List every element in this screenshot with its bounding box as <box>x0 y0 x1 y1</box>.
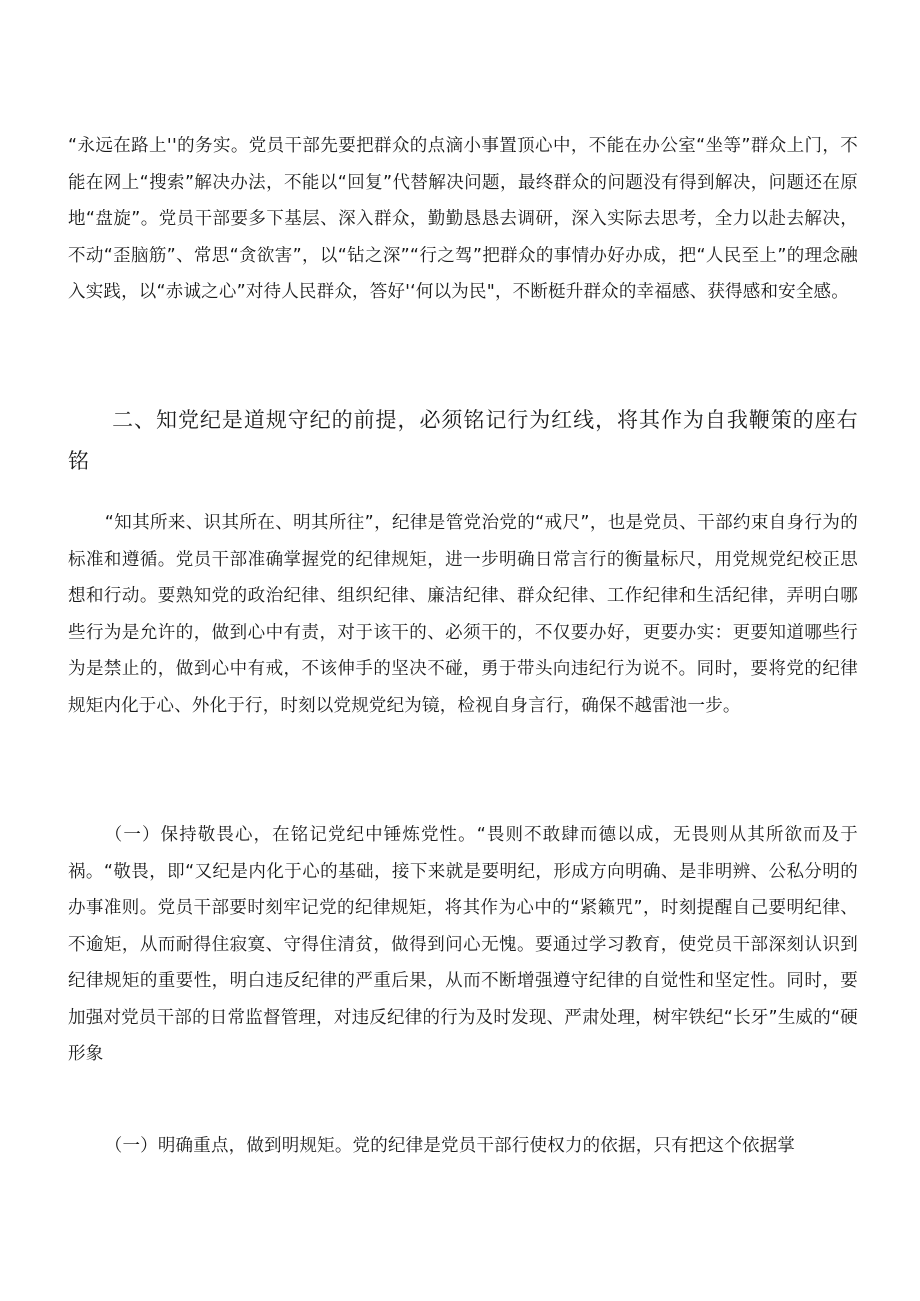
paragraph-subsection-2: （一）明确重点，做到明规矩。党的纪律是党员干部行使权力的依据，只有把这个依据掌 <box>104 1136 796 1156</box>
paragraph-body-2: “知其所来、识其所在、明其所往”，纪律是管党治党的“戒尺”，也是党员、干部约束自身行为的标准和遵循。党员干部准确掌握党的纪律规矩，进一步明确日常言行的衡量标尺，用党规党纪校正思想和行动。要熟知党的政治纪律、组织纪律、廉洁纪律、群众纪律、工作纪律和生活纪律，弄明白哪些行为是允许的，做到心中有责，对于该干的、必须干的，不仅要办好，更要办实：更要知道哪些行为是禁止的，做到心中有戒，不该伸手的坚决不碰，勇于带头向违纪行为说不。同时，要将党的纪律规矩内化于心、外化于行，时刻以党规党纪为镜，检视自身言行，确保不越雷池一步。 <box>68 513 858 716</box>
section-heading-2: 二、知党纪是道规守纪的前提，必须铭记行为红线，将其作为自我鞭策的座右铭 <box>68 408 858 473</box>
paragraph-body-1: “永远在路上''的务实。党员干部先要把群众的点滴小事置顶心中，不能在办公室“坐等”群众上门，不能在网上“搜索”解决办法，不能以“回复”代替解决问题，最终群众的问题没有得到解决，问题还在原地“盘旋”。党员干部要多下基层、深入群众，勤勤恳恳去调研，深入实际去思考，全力以赴去解决，不动“歪脑筋”、常思“贪欲害”，以“钻之深”“行之驾”把群众的事情办好办成，把“人民至上”的理念融入实践，以“赤诚之心”对待人民群众，答好'‘何以为民"，不断梃升群众的幸福感、获得感和安全感。 <box>68 136 858 302</box>
paragraph-subsection-1: （一）保持敬畏心，在铭记党纪中锤炼党性。“畏则不敢肆而德以成，无畏则从其所欲而及于祸。“敬畏，即“又纪是内化于心的基础，接下来就是要明纪，形成方向明确、是非明辨、公私分明的办事准则。党员干部要时刻牢记党的纪律规矩，将其作为心中的“紧籁咒”，时刻提醒自己要明纪律、不逾矩，从而耐得住寂寞、守得住清贫，做得到问心无愧。要通过学习教育，使党员干部深刻认识到纪律规矩的重要性，明白违反纪律的严重后果，从而不断增强遵守纪律的自觉性和坚定性。同时，要加强对党员干部的日常监督管理，对违反纪律的行为及时发现、严肃处理，树牢铁纪“长牙”生威的“硬形象 <box>68 825 858 1064</box>
